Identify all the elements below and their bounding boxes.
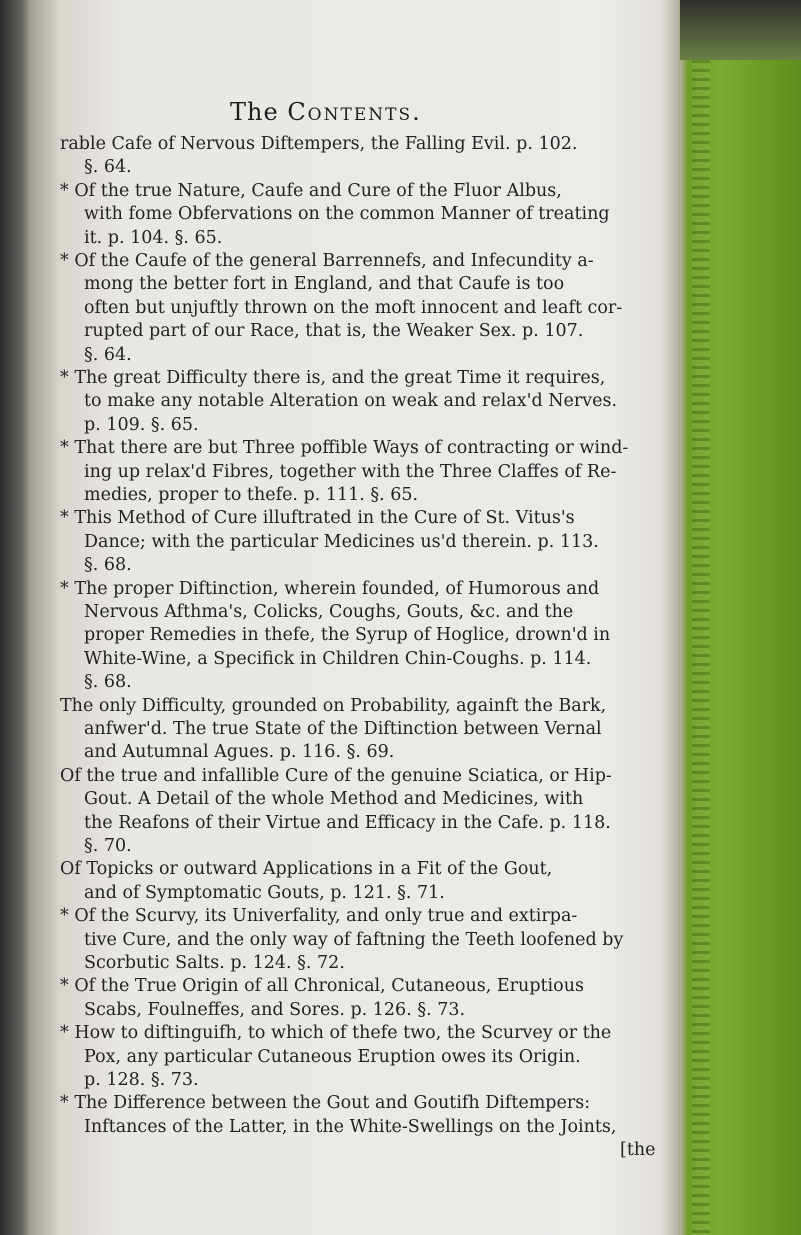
contents-line: * Of the true Nature, Caufe and Cure of the Fluor Albus, — [60, 180, 562, 201]
contents-line: * How to diftinguifh, to which of thefe two, the Scurvey or the — [60, 1023, 612, 1044]
contents-line: it. p. 104. §. 65. — [84, 227, 223, 248]
contents-line: §. 68. — [84, 672, 132, 693]
contents-line: Dance; with the particular Medicines us'd therein. p. 113. — [84, 531, 599, 552]
contents-line: * That there are but Three poffible Ways of contracting or wind- — [60, 438, 629, 459]
running-head-prefix: The — [230, 98, 279, 126]
contents-line: * Of the True Origin of all Chronical, Cutaneous, Eruptious — [60, 976, 584, 997]
contents-line: Gout. A Detail of the whole Method and Medicines, with — [84, 789, 584, 810]
contents-line: tive Cure, and the only way of faftning the Teeth loofened by — [84, 929, 624, 950]
contents-line: p. 128. §. 73. — [84, 1070, 199, 1090]
page-edge-top — [680, 0, 801, 60]
contents-line: White-Wine, a Specifick in Children Chin-Coughs. p. 114. — [84, 648, 592, 669]
contents-line: rable Cafe of Nervous Diftempers, the Falling Evil. p. 102. — [60, 134, 578, 154]
binding-shadow — [0, 0, 30, 1235]
contents-line: Pox, any particular Cutaneous Eruption owes its Origin. — [84, 1046, 581, 1067]
contents-line: to make any notable Alteration on weak and relax'd Nerves. — [84, 391, 618, 412]
contents-line: §. 70. — [84, 836, 132, 856]
contents-line: and Autumnal Agues. p. 116. §. 69. — [84, 742, 395, 763]
contents-line: often but unjuftly thrown on the moft innocent and leaft cor- — [84, 297, 623, 318]
contents-line: * The Difference between the Gout and Goutifh Diftempers: — [60, 1093, 591, 1114]
running-head — [230, 98, 530, 132]
contents-line: [the — [620, 1140, 656, 1161]
contents-line: §. 64. — [84, 157, 132, 178]
contents-line: mong the better fort in England, and that Caufe is too — [84, 274, 565, 295]
contents-line: §. 68. — [84, 555, 132, 576]
book-cover-edge — [680, 60, 801, 1235]
contents-line: Of the true and infallible Cure of the genuine Sciatica, or Hip- — [60, 765, 612, 786]
contents-line: * Of the Scurvy, its Univerfality, and only true and extirpa- — [60, 906, 578, 927]
contents-line: * Of the Caufe of the general Barrennefs, and Infecundity a- — [60, 251, 594, 271]
contents-line: Nervous Afthma's, Colicks, Coughs, Gouts, &c. and the — [84, 602, 574, 622]
contents-line: The only Difficulty, grounded on Probability, againft the Bark, — [60, 695, 607, 716]
contents-line: * The proper Diftinction, wherein founded, of Humorous and — [60, 578, 600, 599]
contents-line: anfwer'd. The true State of the Diftinction between Vernal — [84, 719, 602, 739]
contents-line: and of Symptomatic Gouts, p. 121. §. 71. — [84, 882, 445, 903]
contents-line: Scorbutic Salts. p. 124. §. 72. — [84, 953, 345, 973]
contents-line: Of Topicks or outward Applications in a Fit of the Gout, — [60, 859, 553, 880]
contents-line: §. 64. — [84, 344, 132, 365]
contents-line: Inftances of the Latter, in the White-Swellings on the Joints, — [84, 1116, 617, 1137]
running-head-title: Contents. — [287, 98, 422, 126]
contents-line: the Reafons of their Virtue and Efficacy in the Cafe. p. 118. — [84, 812, 611, 833]
contents-line: with fome Obfervations on the common Manner of treating — [84, 204, 610, 225]
contents-line: * The great Difficulty there is, and the great Time it requires, — [60, 368, 606, 388]
contents-line: medies, proper to thefe. p. 111. §. 65. — [84, 485, 419, 505]
contents-line: ing up relax'd Fibres, together with the Three Claffes of Re- — [84, 461, 617, 482]
contents-line: * This Method of Cure illuftrated in the Cure of St. Vitus's — [60, 508, 575, 529]
page-text-area — [60, 96, 675, 1196]
contents-line: p. 109. §. 65. — [84, 414, 199, 435]
contents-line: Scabs, Foulneffes, and Sores. p. 126. §. 73. — [84, 999, 466, 1020]
contents-line: proper Remedies in thefe, the Syrup of Hoglice, drown'd in — [84, 625, 611, 646]
contents-line: rupted part of our Race, that is, the Weaker Sex. p. 107. — [84, 321, 584, 342]
